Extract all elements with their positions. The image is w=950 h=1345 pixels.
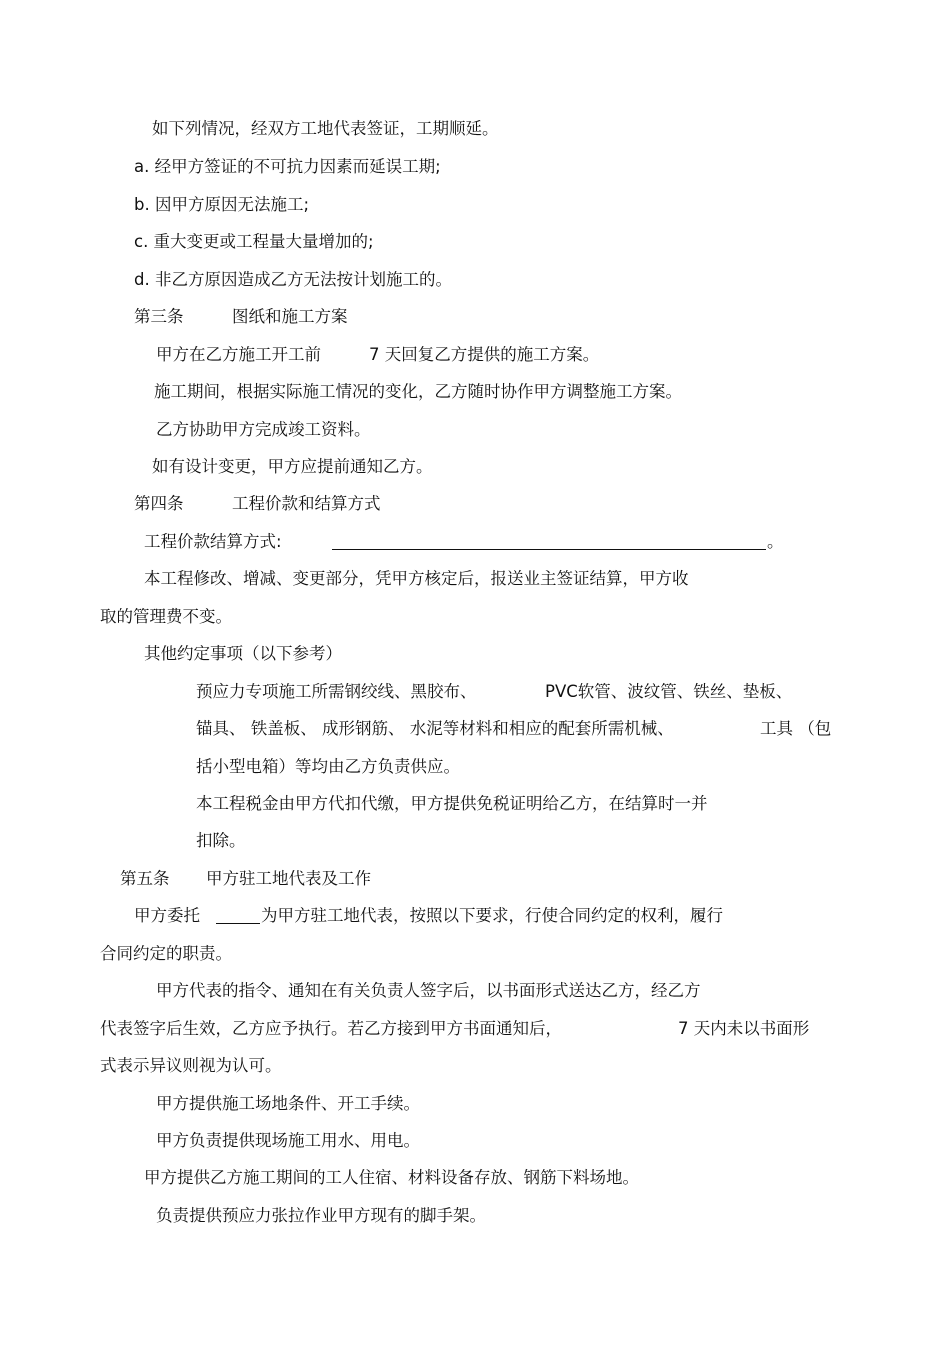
paragraph-line: 本工程税金由甲方代扣代缴，甲方提供免税证明给乙方，在结算时一并 (196, 794, 708, 813)
paragraph-line: 扣除。 (196, 831, 246, 850)
paragraph-line: 式表示异议则视为认可。 (100, 1056, 282, 1075)
paragraph-line: 甲方在乙方施工开工前 (156, 345, 321, 364)
paragraph-line: 甲方提供施工场地条件、开工手续。 (156, 1094, 420, 1113)
paragraph-line: 代表签字后生效，乙方应予执行。若乙方接到甲方书面通知后， (100, 1019, 562, 1038)
paragraph-line: 预应力专项施工所需钢绞线、黑胶布、 (196, 682, 477, 701)
paragraph-line: 括小型电箱）等均由乙方负责供应。 (196, 757, 460, 776)
paragraph-line: 施工期间，根据实际施工情况的变化，乙方随时协作甲方调整施工方案。 (154, 382, 682, 401)
section-4-title: 工程价款和结算方式 (232, 494, 381, 513)
paragraph-line: 乙方协助甲方完成竣工资料。 (156, 420, 371, 439)
paragraph-line: 甲方负责提供现场施工用水、用电。 (156, 1131, 420, 1150)
paragraph-line: 负责提供预应力张拉作业甲方现有的脚手架。 (156, 1206, 486, 1225)
paragraph-line: 锚具、 铁盖板、 成形钢筋、 水泥等材料和相应的配套所需机械、 (196, 719, 674, 738)
paragraph-line: 。 (767, 532, 784, 551)
paragraph-line: 取的管理费不变。 (100, 607, 232, 626)
list-item-b: b. 因甲方原因无法施工; (134, 195, 310, 214)
representative-blank (216, 923, 260, 924)
paragraph-line: 7 天回复乙方提供的施工方案。 (369, 345, 600, 364)
list-item-c: c. 重大变更或工程量大量增加的; (134, 232, 374, 251)
paragraph-line: 甲方提供乙方施工期间的工人住宿、材料设备存放、钢筋下料场地。 (144, 1168, 639, 1187)
paragraph-line: 甲方代表的指令、通知在有关负责人签字后，以书面形式送达乙方，经乙方 (156, 981, 701, 1000)
list-item-a: a. 经甲方签证的不可抗力因素而延误工期; (134, 157, 441, 176)
paragraph-line: 合同约定的职责。 (100, 944, 232, 963)
list-item-d: d. 非乙方原因造成乙方无法按计划施工的。 (134, 270, 452, 289)
section-4-number: 第四条 (134, 494, 184, 513)
paragraph-line: 如有设计变更，甲方应提前通知乙方。 (152, 457, 433, 476)
paragraph-line: 本工程修改、增减、变更部分，凭甲方核定后，报送业主签证结算，甲方收 (144, 569, 689, 588)
payment-method-blank (332, 549, 766, 550)
section-5-title: 甲方驻工地代表及工作 (206, 869, 371, 888)
paragraph-line: PVC软管、波纹管、铁丝、垫板、 (545, 682, 793, 701)
paragraph-line: 如下列情况，经双方工地代表签证，工期顺延。 (152, 119, 499, 138)
paragraph-line: 为甲方驻工地代表，按照以下要求，行使合同约定的权利，履行 (261, 906, 723, 925)
paragraph-line: 甲方委托 (134, 906, 200, 925)
paragraph-line: 其他约定事项（以下参考） (144, 644, 342, 663)
paragraph-line: 工具 （包 (760, 719, 832, 738)
payment-method-label: 工程价款结算方式: (144, 532, 282, 551)
section-3-number: 第三条 (134, 307, 184, 326)
section-3-title: 图纸和施工方案 (232, 307, 348, 326)
paragraph-line: 7 天内未以书面形 (678, 1019, 810, 1038)
section-5-number: 第五条 (120, 869, 170, 888)
